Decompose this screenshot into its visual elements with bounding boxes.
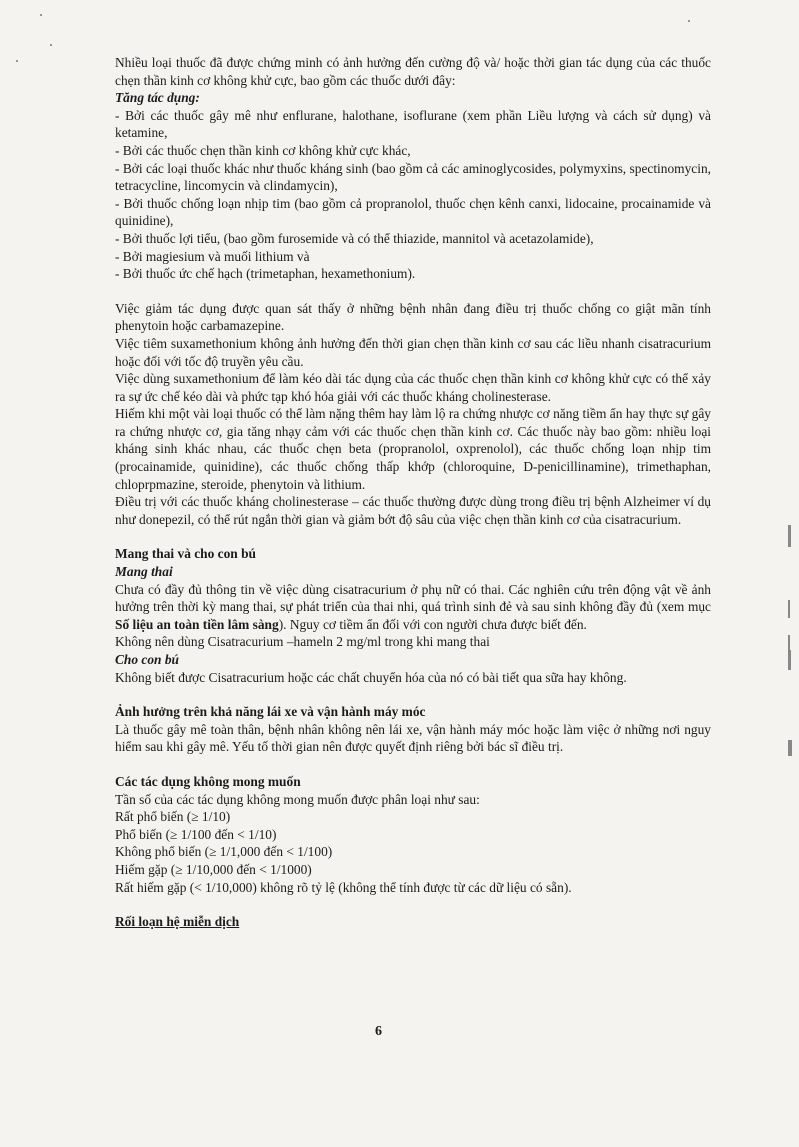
increase-item-anesthetics: - Bởi các thuốc gây mê như enflurane, halothane, isoflurane (xem phần Liều lượng và cách sử dụng) và ketamine, — [115, 107, 711, 141]
frequency-common: Phổ biến (≥ 1/100 đến < 1/10) — [115, 826, 277, 842]
pregnancy-paragraph — [115, 581, 711, 634]
frequency-very-common: Rất phổ biến (≥ 1/10) — [115, 809, 231, 825]
interactions-intro: Nhiều loại thuốc đã được chứng minh có ảnh hưởng đến cường độ và/ hoặc thời gian tác dụng của các thuốc chẹn thần kinh cơ không khử cực, bao gồm các thuốc dưới đây: — [115, 55, 711, 88]
frequency-uncommon: Không phổ biến (≥ 1/1,000 đến < 1/100) — [115, 844, 333, 860]
frequency-very-rare: Rất hiếm gặp (< 1/10,000) không rõ tỷ lệ (không thể tính được từ các dữ liệu có sẵn). — [115, 879, 572, 895]
decrease-paragraph: Việc giảm tác dụng được quan sát thấy ở những bệnh nhân đang điều trị thuốc chống co giật mãn tính phenytoin hoặc carbamazepine. — [115, 300, 711, 334]
pregnancy-heading: Mang thai và cho con bú — [115, 546, 256, 562]
scan-edge-mark — [788, 740, 792, 756]
driving-heading: Ảnh hưởng trên khả năng lái xe và vận hành máy móc — [115, 704, 426, 720]
adverse-heading: Các tác dụng không mong muốn — [115, 773, 301, 789]
cholinesterase-paragraph: Điều trị với các thuốc kháng cholinesterase – các thuốc thường được dùng trong điều trị bệnh Alzheimer ví dụ như donepezil, có thể rút ngắn thời gian và giảm bớt độ sâu của việc chẹn thần kinh cơ của cisatracurium. — [115, 494, 711, 527]
scan-edge-mark — [788, 650, 791, 670]
increase-item-nmb: - Bởi các thuốc chẹn thần kinh cơ không khử cực khác, — [115, 142, 411, 158]
pregnancy-text-a: Chưa có đầy đủ thông tin về việc dùng cisatracurium ở phụ nữ có thai. Các nghiên cứu trên động vật về ảnh hưởng trên thời kỳ mang thai, sự phát triển của thai nhi, quá trình sinh đẻ và sau sinh không đầy đủ (xem mục — [115, 581, 711, 615]
increase-item-diuretics: - Bởi thuốc lợi tiểu, (bao gồm furosemide và có thể thiazide, mannitol và acetazolamide), — [115, 230, 594, 246]
driving-paragraph: Là thuốc gây mê toàn thân, bệnh nhân không nên lái xe, vận hành máy móc hoặc làm việc ở những nơi nguy hiểm sau khi gây mê. Yếu tố thời gian nên được quyết định riêng bởi bác sĩ điều trị. — [115, 721, 711, 755]
suxamethonium-paragraph: Việc tiêm suxamethonium không ảnh hưởng đến thời gian chẹn thần kinh cơ sau các liều nhanh cisatracurium hoặc đối với tốc độ truyền yêu cầu. — [115, 335, 711, 369]
adverse-intro: Tần số của các tác dụng không mong muốn được phân loại như sau: — [115, 791, 480, 807]
scan-speck — [50, 44, 52, 46]
scan-speck — [688, 20, 690, 22]
pregnancy-text-b: ). Nguy cơ tiềm ẩn đối với con người chưa được biết đến. — [278, 616, 587, 632]
increase-item-magnesium: - Bởi magiesium và muối lithium và — [115, 248, 310, 264]
increase-item-antibiotics: - Bởi các loại thuốc khác như thuốc kháng sinh (bao gồm cả các aminoglycosides, polymyxins, spectinomycin, tetracycline, lincomycin và clindamycin), — [115, 160, 711, 194]
increase-item-ganglion: - Bởi thuốc ức chế hạch (trimetaphan, hexamethonium). — [115, 266, 416, 282]
lactation-paragraph: Không biết được Cisatracurium hoặc các chất chuyển hóa của nó có bài tiết qua sữa hay không. — [115, 669, 627, 685]
myasthenia-paragraph: Hiếm khi một vài loại thuốc có thể làm nặng thêm hay làm lộ ra chứng nhược cơ năng tiềm ẩn hay thực sự gây ra chứng nhược cơ, gia tăng nhạy cảm với các thuốc chẹn thần kinh cơ. Các thuốc này bao gồm: nhiều loại kháng sinh khác nhau, các thuốc chẹn beta (propranolol, oxprenolol), các thuốc chống loạn nhịp tim (procainamide, quinidine), các thuốc chống thấp khớp (chloroquine, D-penicillinamine), trimethaphan, chloprpmazine, steroide, phenytoin và lithium. — [115, 406, 711, 492]
scan-edge-mark — [788, 600, 790, 618]
preclinical-reference: Số liệu an toàn tiền lâm sàng — [115, 616, 279, 632]
suxamethonium-prolong-paragraph: Việc dùng suxamethonium để làm kéo dài tác dụng của các thuốc chẹn thần kinh cơ không khử cực có thể xảy ra sự ức chế kéo dài và phức tạp khó hóa giải với các thuốc kháng cholinesterase. — [115, 371, 711, 404]
scan-speck — [40, 14, 42, 16]
increase-effect-heading: Tăng tác dụng: — [115, 90, 200, 106]
immune-disorders-heading: Rối loạn hệ miễn dịch — [115, 914, 240, 930]
lactation-subheading: Cho con bú — [115, 652, 179, 667]
scan-speck — [16, 60, 18, 62]
increase-item-antiarrhythmics: - Bởi thuốc chống loạn nhịp tim (bao gồm cả propranolol, thuốc chẹn kênh canxi, lidocaine, procainamide và quinidine), — [115, 195, 711, 229]
pregnancy-warning: Không nên dùng Cisatracurium –hameln 2 mg/ml trong khi mang thai — [115, 634, 490, 650]
document-page — [115, 54, 711, 931]
scan-edge-mark — [788, 525, 791, 547]
pregnancy-subheading: Mang thai — [115, 564, 173, 580]
frequency-rare: Hiếm gặp (≥ 1/10,000 đến < 1/1000) — [115, 861, 312, 877]
page-number: 6 — [375, 1024, 382, 1039]
